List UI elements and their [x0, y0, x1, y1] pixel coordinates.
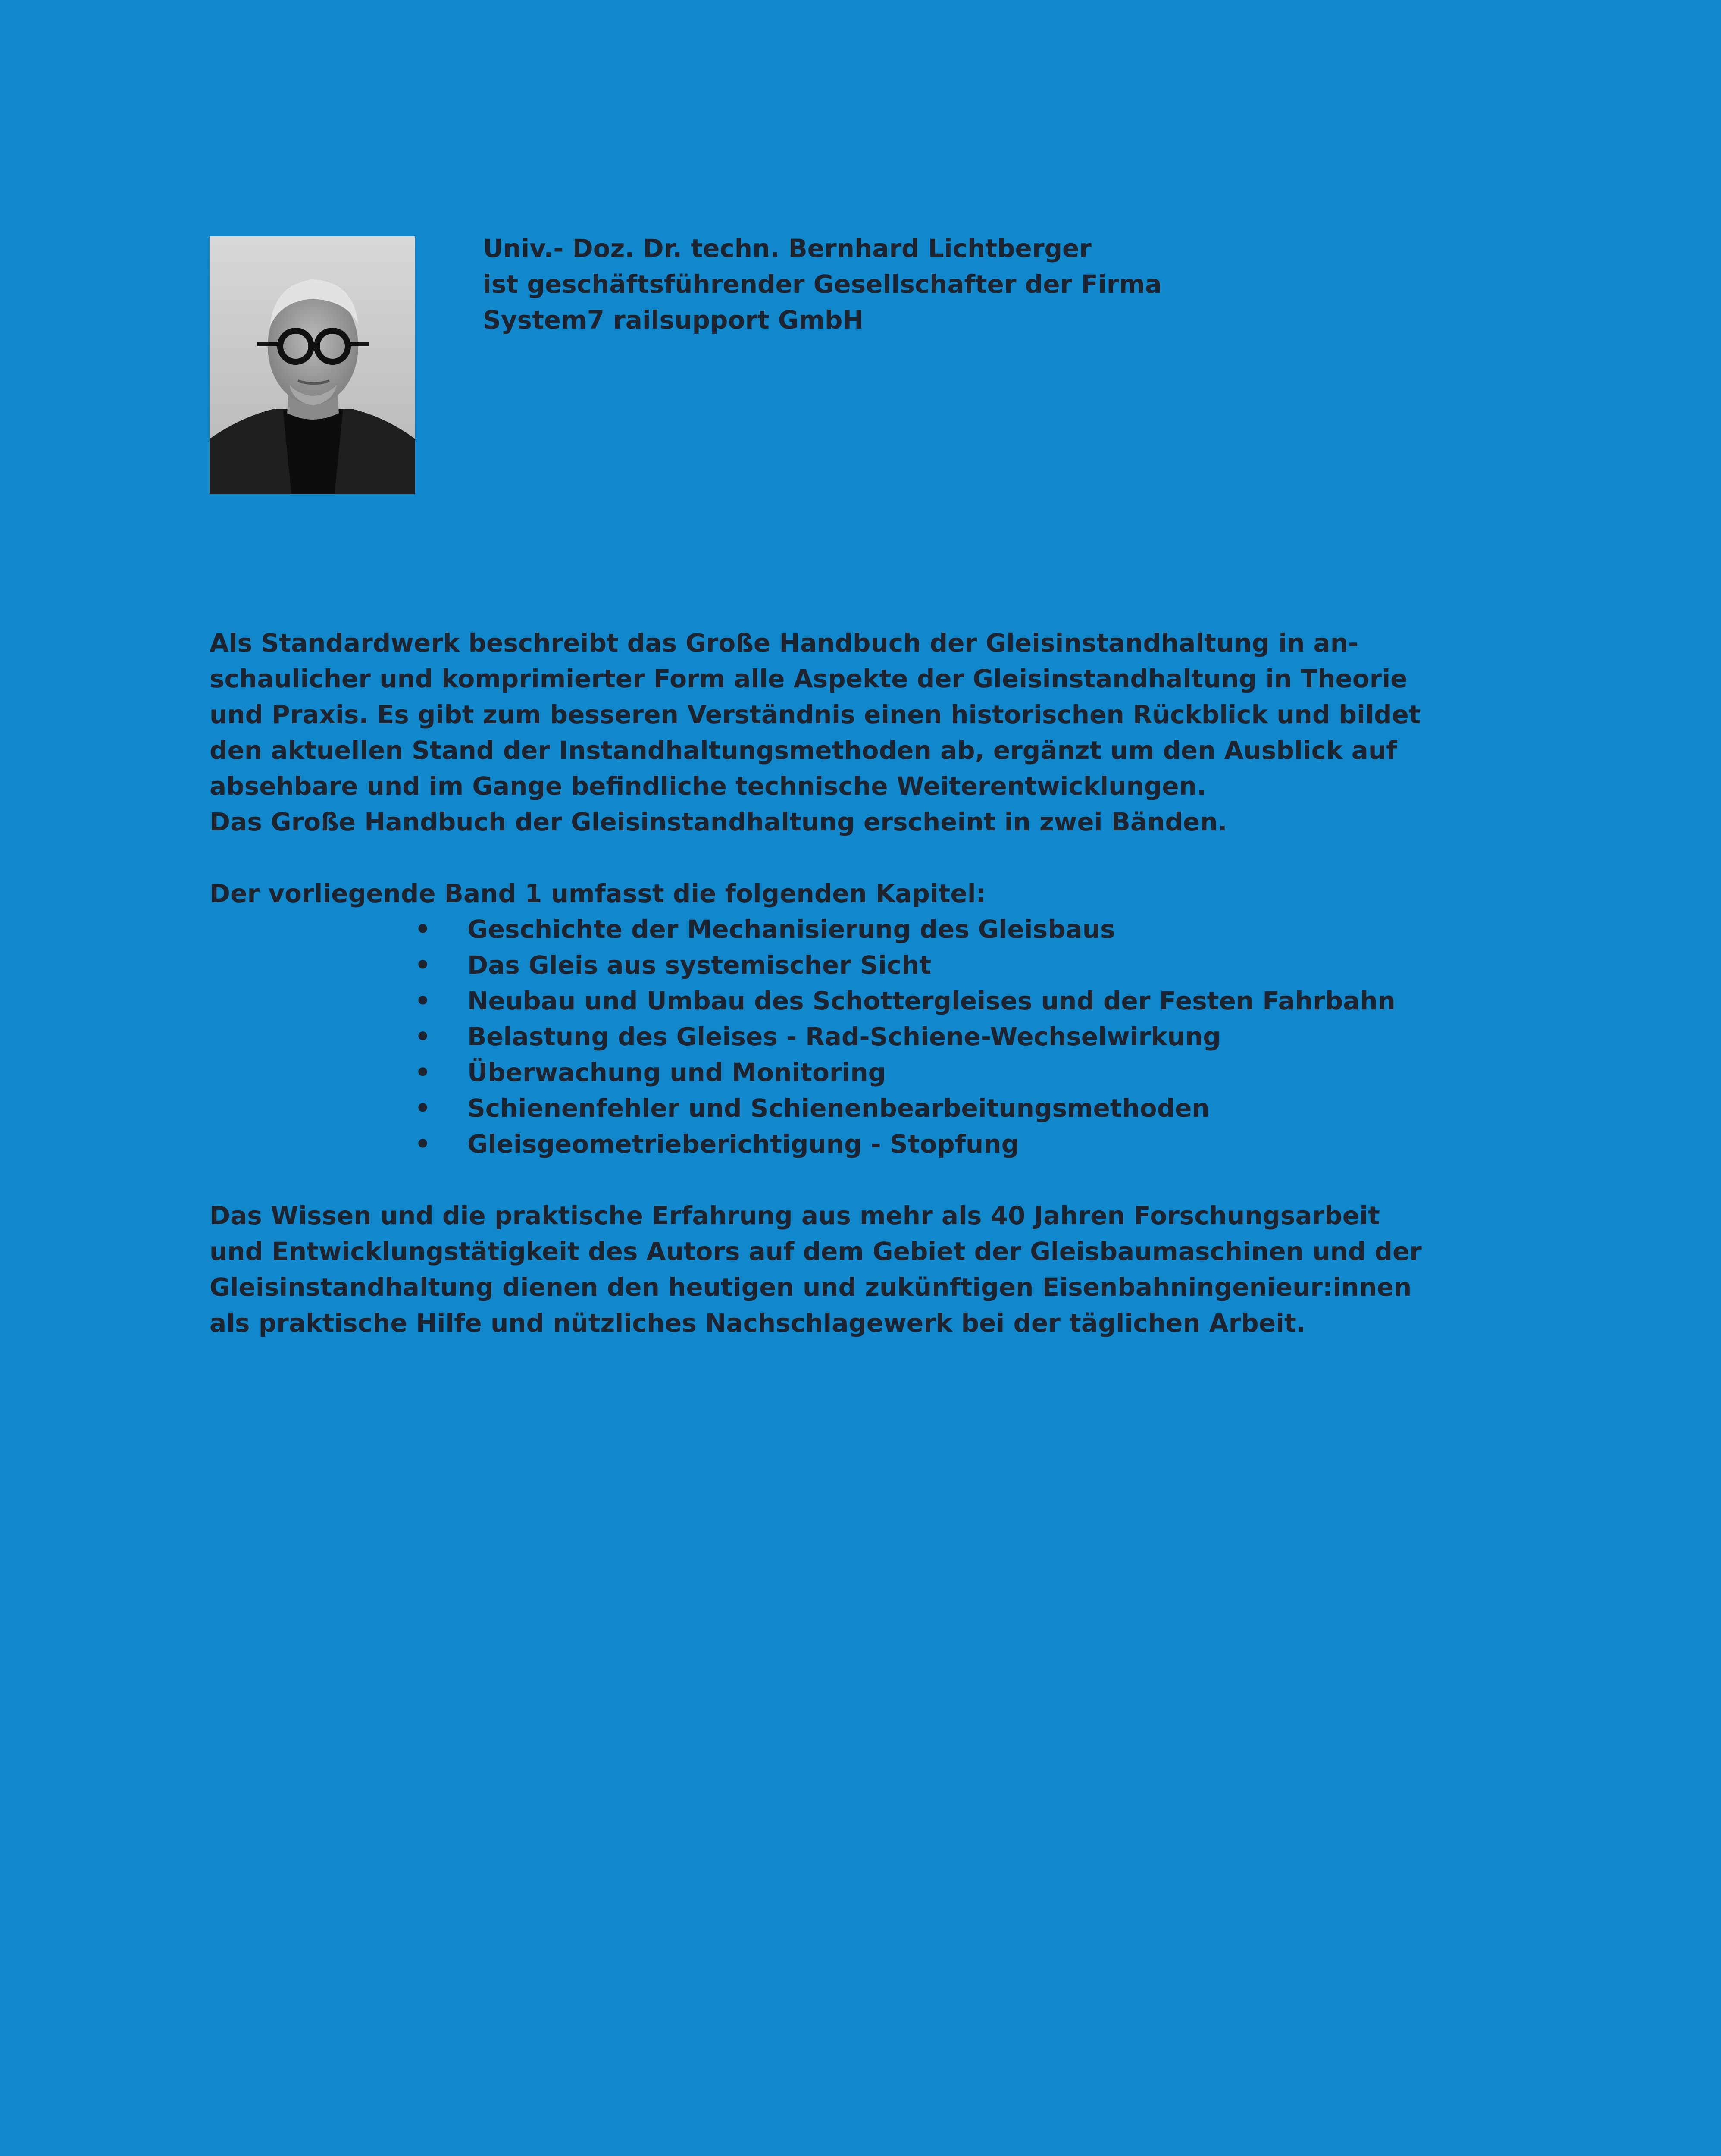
chapter-item	[210, 947, 1537, 983]
author-portrait-image	[210, 236, 415, 494]
bullet-icon: •	[415, 1058, 431, 1087]
text-line: Gleisinstandhaltung dienen den heutigen und zukünftigen Eisenbahningenieur:innen	[210, 1272, 1412, 1302]
text-line: und Praxis. Es gibt zum besseren Verständnis einen historischen Rückblick und bildet	[210, 700, 1421, 729]
chapter-item	[210, 1055, 1537, 1091]
description-paragraph-1	[210, 625, 1537, 840]
text-line: schaulicher und komprimierter Form alle Aspekte der Gleisinstandhaltung in Theorie	[210, 664, 1408, 693]
chapter-item	[210, 1126, 1537, 1162]
text-line: als praktische Hilfe und nützliches Nachschlagewerk bei der täglichen Arbeit.	[210, 1308, 1306, 1338]
text-line: Das Wissen und die praktische Erfahrung aus mehr als 40 Jahren Forschungsarbeit	[210, 1201, 1380, 1230]
chapters-intro: Der vorliegende Band 1 umfasst die folgenden Kapitel:	[210, 879, 986, 908]
chapter-item	[210, 1091, 1537, 1126]
author-photo	[210, 236, 415, 494]
text-line: absehbare und im Gange befindliche technische Weiterentwicklungen.	[210, 771, 1206, 801]
book-description	[210, 625, 1537, 1341]
bullet-icon: •	[415, 1094, 431, 1123]
chapter-item	[210, 983, 1537, 1019]
description-paragraph-3	[210, 1198, 1537, 1341]
text-line: und Entwicklungstätigkeit des Autors auf dem Gebiet der Gleisbaumaschinen und der	[210, 1237, 1422, 1266]
chapter-item	[210, 912, 1537, 947]
author-bio-line: Univ.- Doz. Dr. techn. Bernhard Lichtberger	[483, 234, 1092, 263]
paragraph-spacer	[210, 840, 1537, 876]
bullet-icon: •	[415, 915, 431, 944]
author-bio-line: ist geschäftsführender Gesellschafter der Firma	[483, 270, 1162, 299]
text-line: den aktuellen Stand der Instandhaltungsmethoden ab, ergänzt um den Ausblick auf	[210, 736, 1397, 765]
chapter-title: Belastung des Gleises - Rad-Schiene-Wechselwirkung	[467, 1022, 1221, 1051]
bullet-icon: •	[415, 950, 431, 980]
paragraph-spacer	[210, 1162, 1537, 1198]
text-line: Das Große Handbuch der Gleisinstandhaltung erscheint in zwei Bänden.	[210, 807, 1227, 837]
bullet-icon: •	[415, 1129, 431, 1159]
chapter-title: Schienenfehler und Schienenbearbeitungsmethoden	[467, 1094, 1210, 1123]
chapter-list	[210, 912, 1537, 1162]
chapter-title: Neubau und Umbau des Schottergleises und der Festen Fahrbahn	[467, 986, 1396, 1015]
text-line: Als Standardwerk beschreibt das Große Handbuch der Gleisinstandhaltung in an-	[210, 628, 1359, 658]
chapter-title: Überwachung und Monitoring	[467, 1058, 886, 1087]
chapter-title: Geschichte der Mechanisierung des Gleisbaus	[467, 915, 1115, 944]
author-bio	[483, 231, 1518, 338]
bullet-icon: •	[415, 1022, 431, 1051]
chapter-title: Das Gleis aus systemischer Sicht	[467, 950, 932, 980]
chapter-item	[210, 1019, 1537, 1055]
chapter-title: Gleisgeometrieberichtigung - Stopfung	[467, 1129, 1020, 1159]
bullet-icon: •	[415, 986, 431, 1015]
author-bio-line: System7 railsupport GmbH	[483, 305, 864, 335]
